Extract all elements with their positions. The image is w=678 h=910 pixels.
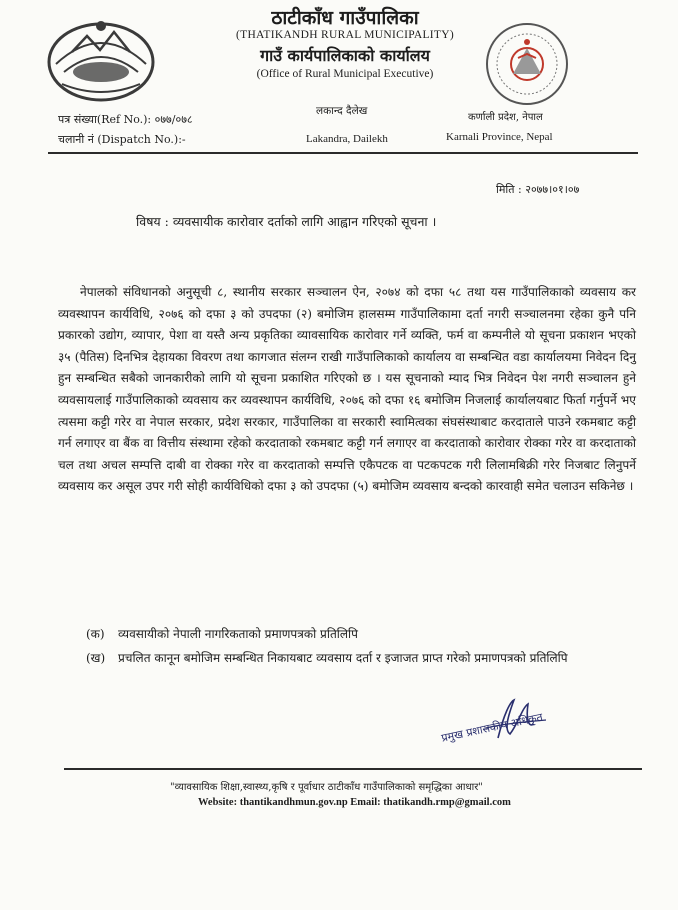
dispatch-number: चलानी नं (Dispatch No.):- [58,133,186,146]
issue-date: मिति : २०७७।०१।०७ [496,183,580,196]
footer-divider [64,768,642,770]
list-item-mark: (क) [86,627,105,641]
notice-subject: विषय : व्यवसायीक कारोवार दर्ताको लागि आह्वान गरिएको सूचना । [136,214,437,229]
list-item [86,624,618,644]
municipality-name-english: (THATIKANDH RURAL MUNICIPALITY) [236,29,454,41]
list-item [86,648,618,668]
reference-number: पत्र संख्या(Ref No.): ०७७/०७८ [58,113,193,126]
footer-slogan: "व्यावसायिक शिक्षा,स्वास्थ्य,कृषि र पूर्वाधार ठाटीकाँध गाउँपालिकाको समृद्धिका आधार" [170,782,483,793]
list-item-text: प्रचलित कानून बमोजिम सम्बन्धित निकायबाट व्यवसाय दर्ता र इजाजत प्राप्त गरेको प्रमाणपत्रको प्रतिलिपि [118,651,568,665]
government-emblem-icon [42,12,160,104]
signature-label: प्रमुख प्रशासकीय अधिकृत [440,710,544,745]
footer-contact: Website: thantikandhmun.gov.np Email: thatikandh.rmp@gmail.com [198,797,511,808]
location-english: Lakandra, Dailekh [306,133,388,145]
municipality-logo-icon [478,18,576,118]
office-name-english: (Office of Rural Municipal Executive) [256,68,434,80]
header-divider [48,152,638,154]
office-name: गाउँ कार्यपालिकाको कार्यालय [260,46,430,65]
list-item-text: व्यवसायीको नेपाली नागरिकताको प्रमाणपत्रको प्रतिलिपि [118,627,358,641]
location-nepali: लकान्द दैलेख [316,105,368,117]
province-nepali: कर्णाली प्रदेश, नेपाल [468,112,543,123]
list-item-mark: (ख) [86,651,106,665]
municipality-name: ठाटीकाँध गाउँपालिका [271,7,419,29]
province-english: Karnali Province, Nepal [446,131,553,143]
notice-body: नेपालको संविधानको अनुसूची ८, स्थानीय सरकार सञ्चालन ऐन, २०७४ को दफा ५८ तथा यस गाउँपालिकाको व्यवसाय कर व्यवस्थापन कार्यविधि, २०७६ को दफा ३ को उपदफा (२) बमोजिम हालसम्म गाउँपालिकामा दर्ता नगरी सञ्चालनमा रहेका कुनै पनि प्रकारको उद्योग, व्यापार, पेशा वा यस्तै अन्य प्रकृतिका व्यावसायिक कारोवार गर्ने व्यक्ति, फर्म वा कम्पनीले यो सूचना प्रकाशन भएको ३५ (पैतिस) दिनभित्र देहायका विवरण तथा कागजात संलग्न राखी गाउँपालिकाको कार्यालय वा सम्बन्धित वडा कार्यालयमा निवेदन दिनु हुन सम्बन्धित सबैको जानकारीको लागि यो सूचना प्रकाशित गरिएको छ । यस सूचनाको म्याद भित्र निवेदन पेश नगरी सञ्चालन हुने व्यवसायलाई गाउँपालिकाको व्यवसाय कर व्यवस्थापन कार्यविधि, २०७६ को दफा १६ बमोजिम निजलाई कार्यालयबाट फिर्ता गर्नुपर्ने भए त्यसमा कट्टी गरेर वा नेपाल सरकार, प्रदेश सरकार, गाउँपालिका वा सरकारी स्वामित्वका संघसंस्थाबाट करदाताले पाउने रकमबाट कट्टी गर्न लगाएर वा बैंक वा वित्तीय संस्थामा रहेको करदाताको रकमबाट कट्टी गर्न लगाएर वा करदाताको कारोवार रोक्का गरेर वा करदाताको चल तथा अचल सम्पत्ति दाबी वा रोक्का गरेर वा करदाताको सम्पत्ति एकैपटक वा पटकपटक गरी लिलामबिक्री गरेर निजबाट लिनुपर्ने व्यवसाय कर असूल उपर गरी सोही कार्यविधिको दफा ३ को उपदफा (५) बमोजिम व्यवसाय बन्दको कारवाही समेत चलाउन सकिनेछ । [58,285,636,494]
